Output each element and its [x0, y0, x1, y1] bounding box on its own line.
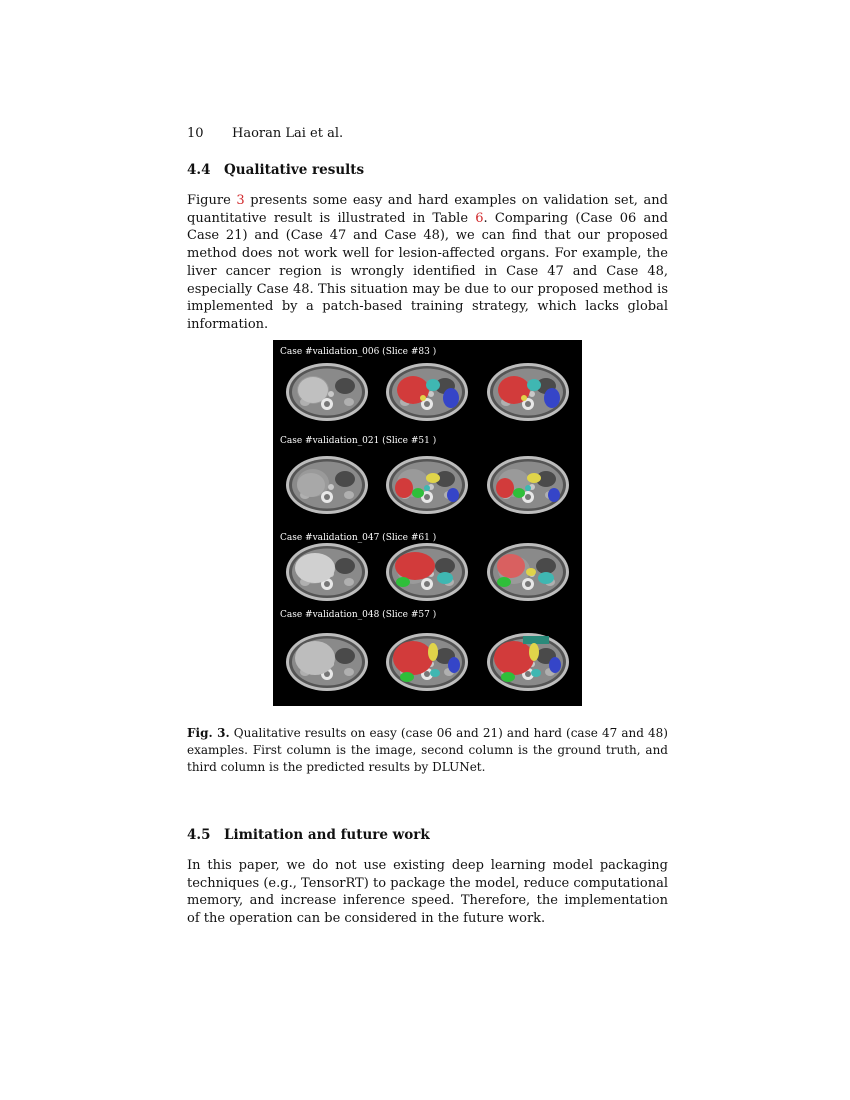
- section-number: 4.5: [187, 827, 211, 843]
- ct-slice-row3-image: [286, 543, 368, 601]
- para-text: . Comparing (Case 06 and Case 21) and (Case 47 and Case 48), we can find that our proposed method does not work well for lesion-affected organs. For example, the liver cancer region is wrongly identified in Case 47 and Case 48, especially Case 48. This situation may be due to our proposed method is implemented by a patch-based training strategy, which lacks global information.: [187, 210, 668, 332]
- ct-slice-row1-ground-truth: [386, 363, 468, 421]
- ct-slice-row2-ground-truth: [386, 456, 468, 514]
- ct-slice-row1-image: [286, 363, 368, 421]
- section-title: Qualitative results: [224, 162, 365, 178]
- case-label-3: Case #validation_047 (Slice #61 ): [280, 533, 437, 543]
- figure-reference-link[interactable]: 3: [236, 193, 245, 208]
- running-header: [187, 126, 343, 141]
- ct-slice-row1-prediction: [487, 363, 569, 421]
- ct-slice-row2-prediction: [487, 456, 569, 514]
- ct-slice-row3-prediction: [487, 543, 569, 601]
- section-heading-limitation: [187, 827, 430, 843]
- caption-label: Fig. 3.: [187, 726, 230, 740]
- figure-3-caption: [187, 725, 668, 776]
- section-title: Limitation and future work: [224, 827, 430, 843]
- ct-slice-row2-image: [286, 456, 368, 514]
- caption-text: Qualitative results on easy (case 06 and 21) and hard (case 47 and 48) examples. First column is the image, second column is the ground truth, and third column is the predicted results by DLUNet.: [187, 726, 668, 774]
- case-label-2: Case #validation_021 (Slice #51 ): [280, 436, 437, 446]
- limitation-paragraph: In this paper, we do not use existing deep learning model packaging techniques (e.g., TensorRT) to package the model, reduce computational memory, and increase inference speed. Therefore, the implementation of the operation can be considered in the future work.: [187, 858, 668, 927]
- para-text: Figure: [187, 193, 237, 208]
- page-number: 10: [187, 126, 204, 141]
- figure-3-image: [273, 340, 582, 706]
- ct-slice-row3-ground-truth: [386, 543, 468, 601]
- ct-slice-row4-prediction: [487, 633, 569, 691]
- running-authors: Haoran Lai et al.: [232, 126, 344, 141]
- qualitative-results-paragraph: [187, 192, 668, 334]
- case-label-4: Case #validation_048 (Slice #57 ): [280, 610, 437, 620]
- ct-slice-row4-image: [286, 633, 368, 691]
- section-number: 4.4: [187, 162, 211, 178]
- ct-slice-row4-ground-truth: [386, 633, 468, 691]
- para-text: presents some easy and hard examples on validation set, and quantitative result is illustrated in Table: [187, 193, 668, 226]
- case-label-1: Case #validation_006 (Slice #83 ): [280, 347, 437, 357]
- section-heading-qualitative-results: [187, 162, 364, 178]
- table-reference-link[interactable]: 6: [475, 210, 484, 226]
